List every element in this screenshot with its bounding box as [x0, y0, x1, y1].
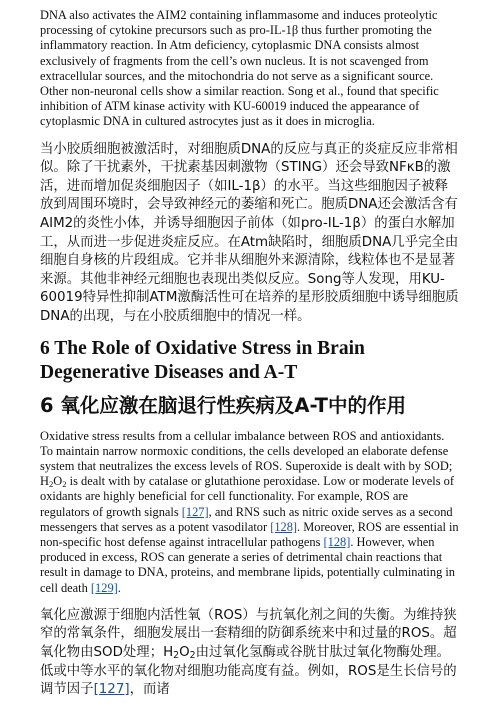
reference-link-128-second[interactable]: [128]	[323, 534, 351, 549]
text-run: , and RNS such as nitric oxide serves as a second messengers that serves as a potent vasodilator	[40, 504, 453, 534]
text-run: 由过氧化氢酶或谷胱甘肽过氧化物酶处理。低或中等水平的氧化物对细胞功能高度有益。例如，ROS是生长信号的调节因子	[40, 644, 457, 698]
subscript: 2	[62, 479, 67, 490]
text-run: .	[117, 580, 121, 595]
text-run: O	[179, 644, 190, 660]
text-run: is dealt with by catalase or glutathione peroxidase. Low or moderate levels of oxidants are highly beneficial for cell functionality. For example, ROS are regulators of growth signals	[40, 474, 454, 519]
paragraph-english-1: DNA also activates the AIM2 containing inflammasome and induces proteolytic processing of cytokine precursors such as pro-IL-1β thus further promoting the inflammatory reaction. In Atm deficiency, cytoplasmic DNA consists almost exclusively of fragments from the cell’s own nucleus. It is not scavenged from extracellular sources, and the mitochondria do not serve as a significant source. Other non-neuronal cells show a similar reaction. Song et al., found that specific inhibition of ATM kinase activity with KU-60019 induced the appearance of cytoplasmic DNA in cultured astrocytes just as it does in microglia.	[40, 8, 439, 129]
text-run: ，而诸	[129, 682, 170, 698]
text-run: 氧化应激源于细胞内活性氧（ROS）与抗氧化剂之间的失衡。为维持狭窄的常氧条件，细胞发展出一套精细的防御系统来中和过量的ROS。超氧化物由SOD处理；H	[40, 607, 457, 660]
text-run: . Moreover, ROS are essential in non-specific host defense against intracellular pathogens	[40, 519, 459, 549]
subscript: 2	[48, 479, 54, 490]
paragraph-chinese-1: 当小胶质细胞被激活时，对细胞质DNA的反应与真正的炎症反应非常相似。除了干扰素外，干扰素基因刺激物（STING）还会导致NFκB的激活，进而增加促炎细胞因子（如IL-1β）的水平。当这些细胞因子被释放到周围环境时，会导致神经元的萎缩和死亡。胞质DNA还会激活含有AIM2的炎性小体，并诱导细胞因子前体（如pro-IL-1β）的蛋白水解加工，从而进一步促进炎症反应。在Atm缺陷时，细胞质DNA几乎完全由细胞自身核的片段组成。它并非从细胞外来源清除，线粒体也不是显著来源。其他非神经元细胞也表现出类似反应。Song等人发现，用KU-60019特异性抑制ATM激酶活性可在培养的星形胶质细胞中诱导细胞质DNA的出现，与在小胶质细胞中的情况一样。	[40, 141, 459, 324]
paragraph-english-2	[40, 429, 460, 596]
text-run: Oxidative stress results from a cellular imbalance between ROS and antioxidants. To maintain narrow normoxic conditions, the cells developed an elaborate defense system that neutralizes the excess levels of ROS. Superoxide is dealt with by SOD; H	[40, 428, 453, 489]
subscript: 2	[189, 649, 196, 661]
subscript: 2	[173, 649, 180, 661]
reference-link-129[interactable]: [129]	[90, 580, 118, 595]
paragraph-chinese-2	[40, 607, 460, 700]
text-run: O	[53, 474, 63, 489]
reference-link-128[interactable]: [128]	[270, 519, 298, 534]
section-heading-english: 6 The Role of Oxidative Stress in Brain Degenerative Diseases and A-T	[40, 337, 365, 383]
text-run: . However, when produced in excess, ROS can generate a series of detrimental chain reactions that result in damage to DNA, proteins, and membrane lipids, potentially culminating in cell death	[40, 534, 456, 595]
reference-link-127-zh[interactable]: [127]	[93, 682, 130, 698]
reference-link-127[interactable]: [127]	[181, 504, 209, 519]
section-heading-chinese: 6 氧化应激在脑退行性疾病及A-T中的作用	[40, 393, 406, 417]
